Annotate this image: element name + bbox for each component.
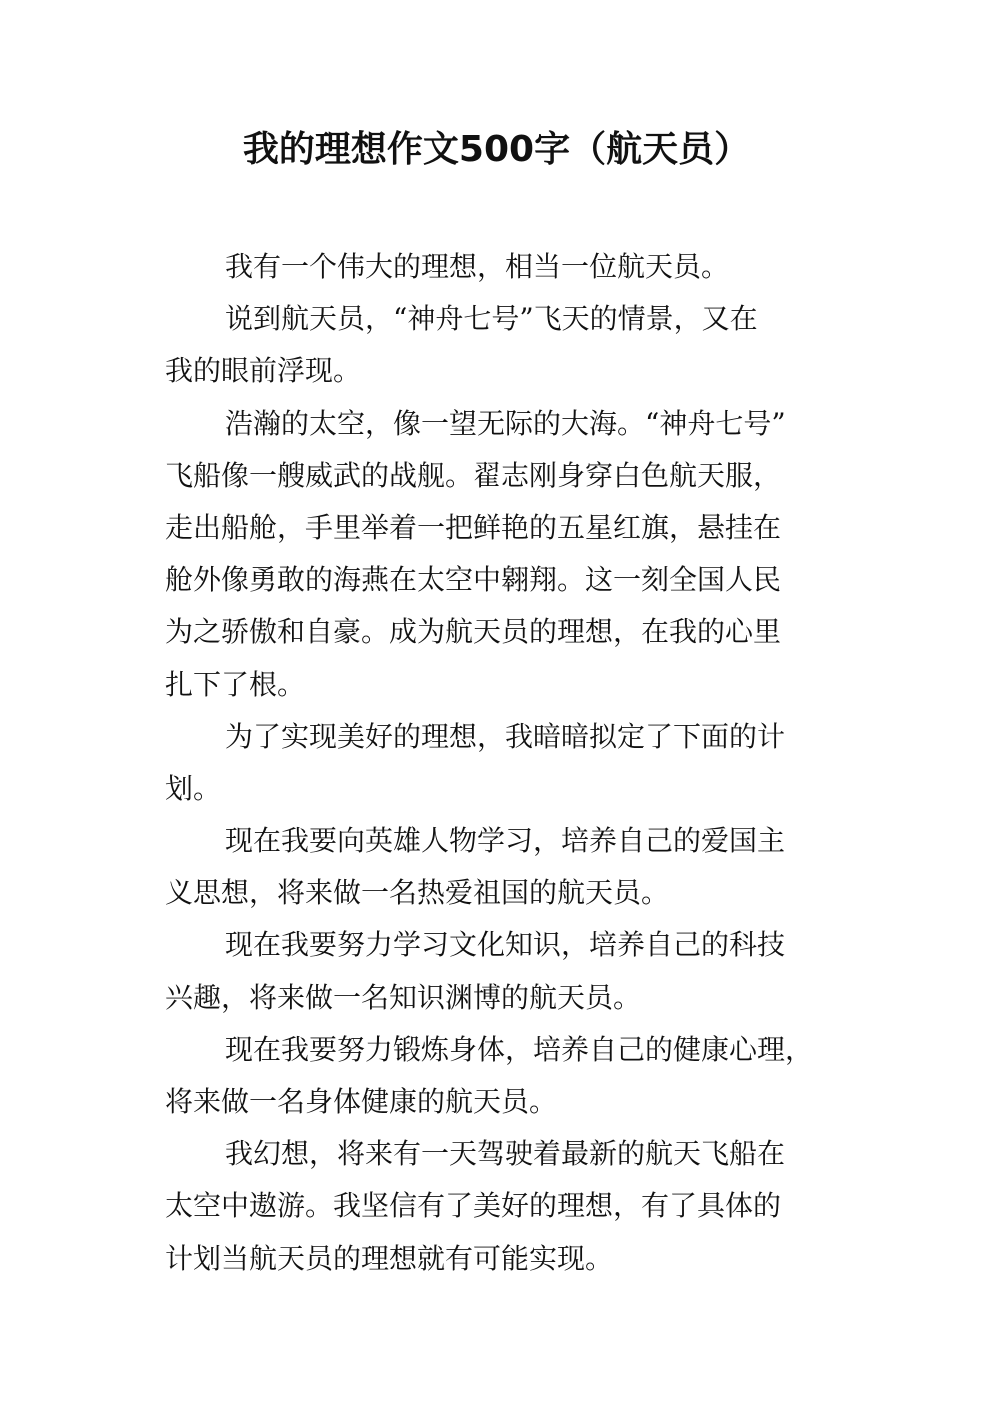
paragraph-line: 义思想，将来做一名热爱祖国的航天员。	[165, 876, 670, 910]
document-title: 我的理想作文500字（航天员）	[242, 129, 751, 170]
paragraph-line: 现在我要努力学习文化知识，培养自己的科技	[225, 928, 786, 962]
paragraph-line: 计划当航天员的理想就有可能实现。	[165, 1241, 614, 1275]
paragraph-line: 现在我要努力锻炼身体，培养自己的健康心理，	[225, 1032, 814, 1066]
paragraph	[165, 241, 845, 293]
paragraph-line: 我的眼前浮现。	[165, 354, 362, 388]
paragraph-line: 我有一个伟大的理想，相当一位航天员。	[225, 250, 730, 283]
paragraph-line: 为之骄傲和自豪。成为航天员的理想，在我的心里	[165, 615, 782, 649]
paragraph	[165, 398, 845, 711]
paragraph	[165, 815, 845, 919]
paragraph-line: 将来做一名身体健康的航天员。	[165, 1085, 558, 1118]
paragraph-line: 为了实现美好的理想，我暗暗拟定了下面的计	[225, 719, 786, 753]
paragraph-line: 扎下了根。	[165, 667, 306, 701]
paragraph-line: 现在我要向英雄人物学习，培养自己的爱国主	[225, 824, 786, 858]
paragraph	[165, 711, 845, 815]
paragraph	[165, 1024, 845, 1128]
paragraph-line: 我幻想，将来有一天驾驶着最新的航天飞船在	[225, 1137, 786, 1171]
paragraph-line: 舱外像勇敢的海燕在太空中翱翔。这一刻全国人民	[165, 563, 782, 597]
paragraph	[165, 293, 845, 397]
document-body	[165, 241, 845, 1285]
paragraph-line: 走出船舱，手里举着一把鲜艳的五星红旗，悬挂在	[165, 510, 782, 544]
paragraph	[165, 919, 845, 1023]
paragraph-line: 太空中遨游。我坚信有了美好的理想，有了具体的	[165, 1189, 782, 1223]
paragraph-line: 浩瀚的太空，像一望无际的大海。“神舟七号”	[225, 406, 786, 440]
paragraph-line: 说到航天员，“神舟七号”飞天的情景，又在	[225, 302, 758, 336]
paragraph-line: 划。	[165, 771, 222, 805]
paragraph	[165, 1128, 845, 1285]
paragraph-line: 兴趣，将来做一名知识渊博的航天员。	[165, 980, 642, 1014]
paragraph-line: 飞船像一艘威武的战舰。翟志刚身穿白色航天服，	[165, 458, 782, 492]
